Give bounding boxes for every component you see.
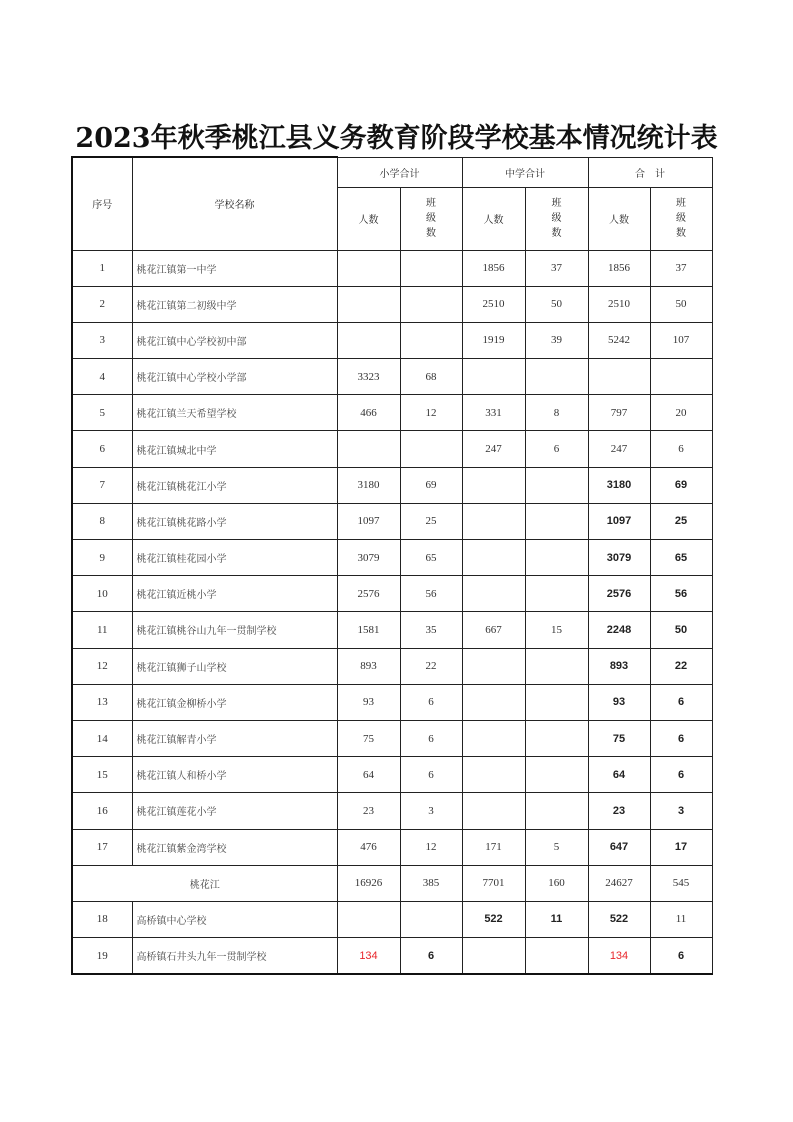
row-p-students: 2576 bbox=[337, 576, 400, 612]
row-seq: 1 bbox=[72, 250, 132, 286]
row-seq: 13 bbox=[72, 684, 132, 720]
row-p-students bbox=[337, 431, 400, 467]
table-row bbox=[72, 250, 712, 286]
row-p-students: 3180 bbox=[337, 467, 400, 503]
row-p-classes bbox=[400, 250, 462, 286]
row-m-classes: 39 bbox=[525, 322, 588, 358]
row-p-classes bbox=[400, 286, 462, 322]
row-p-students: 75 bbox=[337, 720, 400, 756]
row-school-name: 桃花江镇中心学校小学部 bbox=[132, 359, 337, 395]
header-middle-classes: 班 级 数 bbox=[525, 187, 588, 250]
row-seq: 9 bbox=[72, 540, 132, 576]
subtotal-m-classes: 160 bbox=[525, 865, 588, 901]
row-m-students bbox=[462, 576, 525, 612]
row-p-students: 1097 bbox=[337, 503, 400, 539]
table-row bbox=[72, 286, 712, 322]
row-t-classes: 107 bbox=[650, 322, 712, 358]
row-seq: 8 bbox=[72, 503, 132, 539]
row-seq: 18 bbox=[72, 901, 132, 937]
row-p-students: 3323 bbox=[337, 359, 400, 395]
row-m-students bbox=[462, 467, 525, 503]
row-seq: 11 bbox=[72, 612, 132, 648]
row-m-classes bbox=[525, 467, 588, 503]
row-m-students bbox=[462, 540, 525, 576]
row-m-students bbox=[462, 720, 525, 756]
row-p-students bbox=[337, 286, 400, 322]
row-t-classes: 50 bbox=[650, 286, 712, 322]
row-p-students: 93 bbox=[337, 684, 400, 720]
table-row bbox=[72, 540, 712, 576]
header-grand-total: 合 计 bbox=[588, 157, 712, 187]
row-t-classes: 6 bbox=[650, 938, 712, 975]
row-t-students: 64 bbox=[588, 757, 650, 793]
row-school-name: 桃花江镇中心学校初中部 bbox=[132, 322, 337, 358]
row-t-students: 3180 bbox=[588, 467, 650, 503]
table-row bbox=[72, 938, 712, 975]
row-p-students: 134 bbox=[337, 938, 400, 975]
table-row bbox=[72, 612, 712, 648]
row-p-classes: 69 bbox=[400, 467, 462, 503]
row-m-students: 667 bbox=[462, 612, 525, 648]
row-p-classes bbox=[400, 431, 462, 467]
subtotal-p-classes: 385 bbox=[400, 865, 462, 901]
table-row bbox=[72, 720, 712, 756]
row-m-students: 2510 bbox=[462, 286, 525, 322]
row-m-classes bbox=[525, 576, 588, 612]
row-p-students: 476 bbox=[337, 829, 400, 865]
row-t-classes: 69 bbox=[650, 467, 712, 503]
row-t-students: 75 bbox=[588, 720, 650, 756]
row-t-classes: 11 bbox=[650, 901, 712, 937]
row-school-name: 桃花江镇桂花园小学 bbox=[132, 540, 337, 576]
row-school-name: 桃花江镇桃花江小学 bbox=[132, 467, 337, 503]
row-seq: 15 bbox=[72, 757, 132, 793]
table-row bbox=[72, 793, 712, 829]
header-school-name: 学校名称 bbox=[132, 157, 337, 250]
row-t-students: 23 bbox=[588, 793, 650, 829]
row-t-students: 1856 bbox=[588, 250, 650, 286]
table-row bbox=[72, 576, 712, 612]
row-seq: 2 bbox=[72, 286, 132, 322]
row-seq: 17 bbox=[72, 829, 132, 865]
row-p-classes: 25 bbox=[400, 503, 462, 539]
row-school-name: 桃花江镇城北中学 bbox=[132, 431, 337, 467]
row-p-classes: 22 bbox=[400, 648, 462, 684]
row-school-name: 桃花江镇第一中学 bbox=[132, 250, 337, 286]
row-m-classes bbox=[525, 684, 588, 720]
row-m-students: 331 bbox=[462, 395, 525, 431]
header-total-students: 人数 bbox=[588, 187, 650, 250]
row-seq: 16 bbox=[72, 793, 132, 829]
row-p-classes bbox=[400, 901, 462, 937]
row-t-students: 2510 bbox=[588, 286, 650, 322]
row-school-name: 桃花江镇莲花小学 bbox=[132, 793, 337, 829]
header-primary-classes: 班 级 数 bbox=[400, 187, 462, 250]
row-t-students: 2248 bbox=[588, 612, 650, 648]
row-p-classes: 3 bbox=[400, 793, 462, 829]
row-t-students: 93 bbox=[588, 684, 650, 720]
row-m-students bbox=[462, 503, 525, 539]
row-seq: 7 bbox=[72, 467, 132, 503]
subtotal-p-students: 16926 bbox=[337, 865, 400, 901]
row-school-name: 桃花江镇桃谷山九年一贯制学校 bbox=[132, 612, 337, 648]
row-t-classes bbox=[650, 359, 712, 395]
row-seq: 6 bbox=[72, 431, 132, 467]
row-t-students: 3079 bbox=[588, 540, 650, 576]
row-t-students: 522 bbox=[588, 901, 650, 937]
row-m-classes: 6 bbox=[525, 431, 588, 467]
row-p-classes: 12 bbox=[400, 829, 462, 865]
row-t-classes: 56 bbox=[650, 576, 712, 612]
row-school-name: 桃花江镇桃花路小学 bbox=[132, 503, 337, 539]
row-p-students bbox=[337, 322, 400, 358]
row-m-classes: 50 bbox=[525, 286, 588, 322]
table-row bbox=[72, 901, 712, 937]
row-school-name: 高桥镇石井头九年一贯制学校 bbox=[132, 938, 337, 975]
row-p-students: 3079 bbox=[337, 540, 400, 576]
row-p-students bbox=[337, 901, 400, 937]
row-m-students bbox=[462, 359, 525, 395]
row-m-classes bbox=[525, 938, 588, 975]
subtotal-m-students: 7701 bbox=[462, 865, 525, 901]
row-school-name: 桃花江镇人和桥小学 bbox=[132, 757, 337, 793]
row-m-classes bbox=[525, 503, 588, 539]
row-p-classes: 65 bbox=[400, 540, 462, 576]
row-t-classes: 17 bbox=[650, 829, 712, 865]
row-m-classes: 15 bbox=[525, 612, 588, 648]
school-stats-table bbox=[71, 156, 713, 975]
row-t-students bbox=[588, 359, 650, 395]
row-seq: 10 bbox=[72, 576, 132, 612]
table-row bbox=[72, 648, 712, 684]
row-seq: 3 bbox=[72, 322, 132, 358]
row-p-classes: 12 bbox=[400, 395, 462, 431]
row-m-students bbox=[462, 938, 525, 975]
table-row bbox=[72, 829, 712, 865]
page-title: 2023年秋季桃江县义务教育阶段学校基本情况统计表 bbox=[75, 123, 718, 154]
table-row bbox=[72, 395, 712, 431]
subtotal-row bbox=[72, 865, 712, 901]
row-t-students: 797 bbox=[588, 395, 650, 431]
row-m-classes: 37 bbox=[525, 250, 588, 286]
row-p-classes: 56 bbox=[400, 576, 462, 612]
row-m-classes bbox=[525, 540, 588, 576]
row-seq: 19 bbox=[72, 938, 132, 975]
row-school-name: 桃花江镇第二初级中学 bbox=[132, 286, 337, 322]
row-m-classes bbox=[525, 359, 588, 395]
row-school-name: 桃花江镇金柳桥小学 bbox=[132, 684, 337, 720]
row-school-name: 桃花江镇兰天希望学校 bbox=[132, 395, 337, 431]
table-row bbox=[72, 467, 712, 503]
row-p-classes: 6 bbox=[400, 757, 462, 793]
row-t-classes: 6 bbox=[650, 720, 712, 756]
row-t-classes: 6 bbox=[650, 431, 712, 467]
row-m-classes bbox=[525, 757, 588, 793]
row-seq: 14 bbox=[72, 720, 132, 756]
table-row bbox=[72, 359, 712, 395]
row-t-classes: 6 bbox=[650, 684, 712, 720]
header-total-classes: 班 级 数 bbox=[650, 187, 712, 250]
header-middle-students: 人数 bbox=[462, 187, 525, 250]
row-t-classes: 3 bbox=[650, 793, 712, 829]
table-row bbox=[72, 757, 712, 793]
row-t-classes: 50 bbox=[650, 612, 712, 648]
row-t-classes: 20 bbox=[650, 395, 712, 431]
table-row bbox=[72, 431, 712, 467]
row-m-classes bbox=[525, 720, 588, 756]
row-p-students: 893 bbox=[337, 648, 400, 684]
row-school-name: 桃花江镇近桃小学 bbox=[132, 576, 337, 612]
row-t-classes: 25 bbox=[650, 503, 712, 539]
row-t-students: 893 bbox=[588, 648, 650, 684]
header-primary-total: 小学合计 bbox=[337, 157, 462, 187]
row-m-classes bbox=[525, 793, 588, 829]
row-m-students: 171 bbox=[462, 829, 525, 865]
row-m-students: 1856 bbox=[462, 250, 525, 286]
table-row bbox=[72, 322, 712, 358]
row-seq: 5 bbox=[72, 395, 132, 431]
table-row bbox=[72, 684, 712, 720]
row-m-students bbox=[462, 648, 525, 684]
row-p-classes bbox=[400, 322, 462, 358]
row-t-classes: 6 bbox=[650, 757, 712, 793]
row-m-students: 1919 bbox=[462, 322, 525, 358]
row-t-classes: 37 bbox=[650, 250, 712, 286]
row-t-students: 247 bbox=[588, 431, 650, 467]
row-t-students: 1097 bbox=[588, 503, 650, 539]
row-t-students: 2576 bbox=[588, 576, 650, 612]
row-m-students bbox=[462, 757, 525, 793]
subtotal-t-classes: 545 bbox=[650, 865, 712, 901]
row-p-students: 64 bbox=[337, 757, 400, 793]
row-m-classes: 5 bbox=[525, 829, 588, 865]
row-school-name: 桃花江镇紫金湾学校 bbox=[132, 829, 337, 865]
row-m-students: 522 bbox=[462, 901, 525, 937]
table-row bbox=[72, 503, 712, 539]
row-seq: 12 bbox=[72, 648, 132, 684]
row-m-students bbox=[462, 684, 525, 720]
header-middle-total: 中学合计 bbox=[462, 157, 588, 187]
row-m-classes bbox=[525, 648, 588, 684]
row-t-students: 647 bbox=[588, 829, 650, 865]
row-p-classes: 6 bbox=[400, 938, 462, 975]
row-seq: 4 bbox=[72, 359, 132, 395]
row-p-students bbox=[337, 250, 400, 286]
row-p-classes: 35 bbox=[400, 612, 462, 648]
row-p-students: 466 bbox=[337, 395, 400, 431]
subtotal-name: 桃花江 bbox=[72, 865, 337, 901]
row-t-students: 5242 bbox=[588, 322, 650, 358]
row-m-students bbox=[462, 793, 525, 829]
row-m-classes: 8 bbox=[525, 395, 588, 431]
row-school-name: 高桥镇中心学校 bbox=[132, 901, 337, 937]
header-seq: 序号 bbox=[72, 157, 132, 250]
row-m-students: 247 bbox=[462, 431, 525, 467]
row-t-classes: 65 bbox=[650, 540, 712, 576]
row-p-students: 23 bbox=[337, 793, 400, 829]
row-m-classes: 11 bbox=[525, 901, 588, 937]
row-p-classes: 6 bbox=[400, 720, 462, 756]
row-t-students: 134 bbox=[588, 938, 650, 975]
row-school-name: 桃花江镇狮子山学校 bbox=[132, 648, 337, 684]
row-p-classes: 68 bbox=[400, 359, 462, 395]
row-p-students: 1581 bbox=[337, 612, 400, 648]
subtotal-t-students: 24627 bbox=[588, 865, 650, 901]
row-p-classes: 6 bbox=[400, 684, 462, 720]
row-school-name: 桃花江镇解青小学 bbox=[132, 720, 337, 756]
header-primary-students: 人数 bbox=[337, 187, 400, 250]
row-t-classes: 22 bbox=[650, 648, 712, 684]
header-row-groups bbox=[72, 157, 712, 187]
